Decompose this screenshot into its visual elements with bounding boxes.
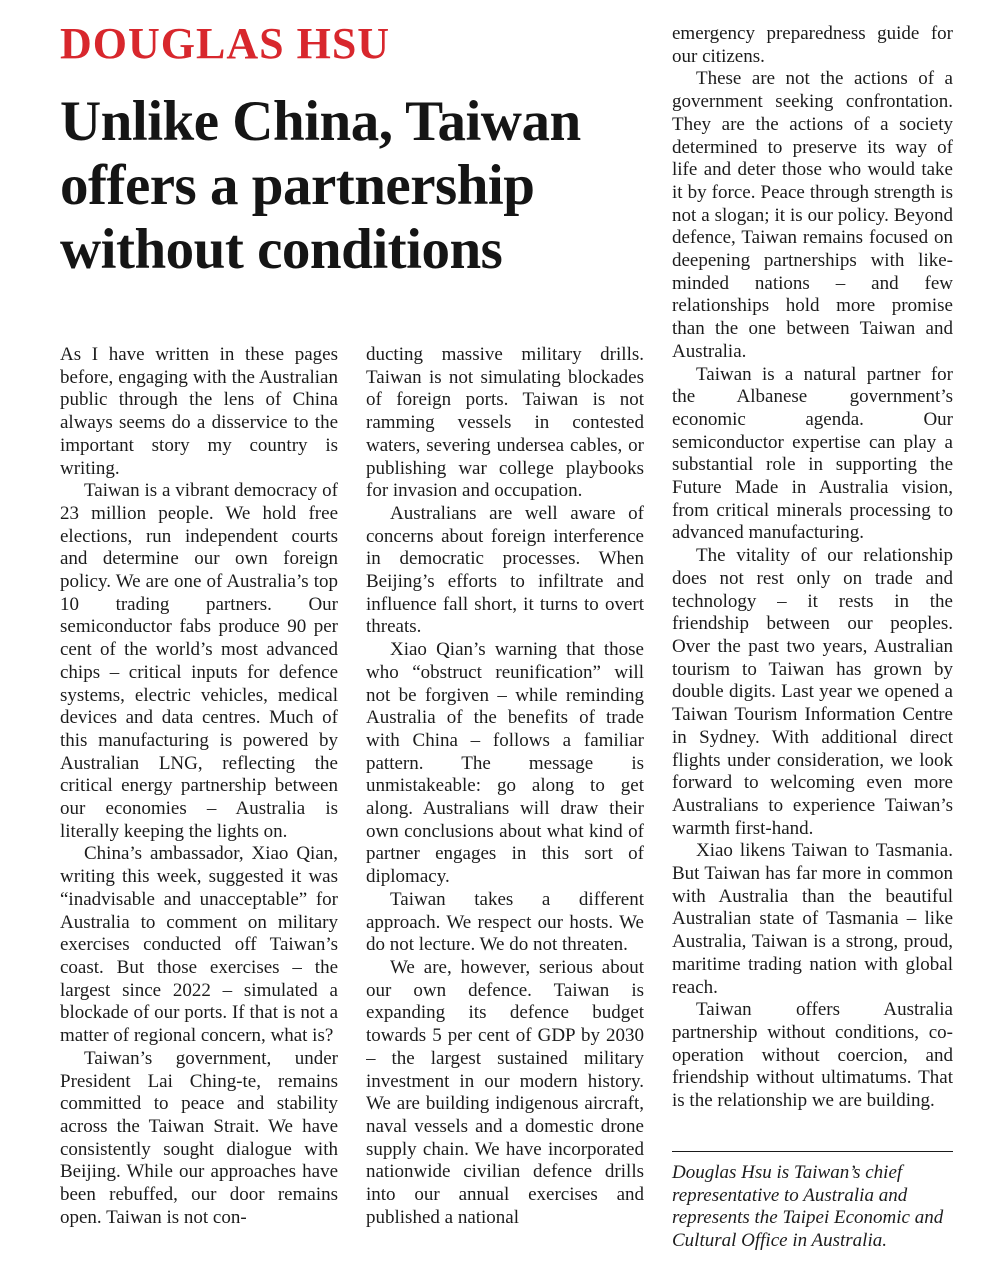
paragraph: China’s ambassador, Xiao Qian, writing this week, suggested it was “inadvisable and unacceptable” for Australia to comment on military exercises conducted off Taiwan’s coast. But those exercises – the largest since 2022 – simulated a blockade of our ports. If that is not a matter of regional concern, what is? [60,843,338,1047]
paragraph: Taiwan is a vibrant democracy of 23 million people. We hold free elections, run independent courts and determine our own foreign policy. We are one of Australia’s top 10 trading partners. Our semiconductor fabs produce 90 per cent of the world’s most advanced chips – critical inputs for defence systems, electric vehicles, medical devices and data centres. Much of this manufacturing is powered by Australian LNG, reflecting the critical energy partnership between our economies – Australia is literally keeping the lights on. [60,480,338,842]
paragraph: Taiwan’s government, under President Lai Ching-te, remains committed to peace and stability across the Taiwan Strait. We have consistently sought dialogue with Beijing. While our approaches have been rebuffed, our door remains open. Taiwan is not con- [60,1047,338,1228]
paragraph: We are, however, serious about our own defence. Taiwan is expanding its defence budget towards 5 per cent of GDP by 2030 – the largest sustained military investment in our modern history. We are building indigenous aircraft, naval vessels and a domestic drone supply chain. We have incorporated nationwide civilian defence drills into our annual exercises and published a national [366,956,644,1228]
author-bio: Douglas Hsu is Taiwan’s chief representative to Australia and represents the Taipei Economic and Cultural Office in Australia. [672,1162,944,1252]
bio-divider [672,1151,953,1152]
article-column-3 [672,23,953,1145]
author-byline: DOUGLAS HSU [60,19,391,68]
paragraph: Taiwan offers Australia partnership without conditions, co-operation without coercion, and friendship without ultimatums. That is the relationship we are building. [672,999,953,1112]
article-column-2 [366,344,644,1254]
paragraph: The vitality of our relationship does not rest only on trade and technology – it rests in the friendship between our peoples. Over the past two years, Australian tourism to Taiwan has grown by double digits. Last year we opened a Taiwan Tourism Information Centre in Sydney. With additional direct flights under consideration, we look forward to welcoming even more Australians to experience Taiwan’s warmth first-hand. [672,545,953,839]
paragraph: emergency preparedness guide for our citizens. [672,23,953,67]
paragraph: As I have written in these pages before, engaging with the Australian public through the lens of China always seems do a disservice to the important story my country is writing. [60,344,338,479]
paragraph: Xiao likens Taiwan to Tasmania. But Taiwan has far more in common with Australia than the beautiful Australian state of Tasmania – like Australia, Taiwan is a strong, proud, maritime trading nation with global reach. [672,840,953,998]
article-column-1 [60,344,338,1254]
paragraph: These are not the actions of a government seeking confrontation. They are the actions of a society determined to preserve its way of life and deter those who would take it by force. Peace through strength is not a slogan; it is our policy. Beyond defence, Taiwan remains focused on deepening partnerships with like-minded nations – and few relationships hold more promise than the one between Taiwan and Australia. [672,68,953,362]
paragraph: Australians are well aware of concerns about foreign interference in democratic processes. When Beijing’s efforts to infiltrate and influence fall short, it turns to overt threats. [366,502,644,638]
paragraph: Taiwan takes a different approach. We respect our hosts. We do not lecture. We do not threaten. [366,888,644,956]
headline: Unlike China, Taiwan offers a partnership without conditions [60,90,581,281]
paragraph: Xiao Qian’s warning that those who “obstruct reunification” will not be forgiven – while reminding Australia of the benefits of trade with China – follows a familiar pattern. The message is unmistakeable: go along to get along. Australians will draw their own conclusions about what kind of partner engages in this sort of diplomacy. [366,639,644,888]
paragraph: Taiwan is a natural partner for the Albanese government’s economic agenda. Our semiconductor expertise can play a substantial role in supporting the Future Made in Australia vision, from critical minerals processing to advanced manufacturing. [672,363,953,544]
paragraph: ducting massive military drills. Taiwan is not simulating blockades of foreign ports. Taiwan is not ramming vessels in contested waters, severing undersea cables, or publishing war college playbooks for invasion and occupation. [366,344,644,502]
